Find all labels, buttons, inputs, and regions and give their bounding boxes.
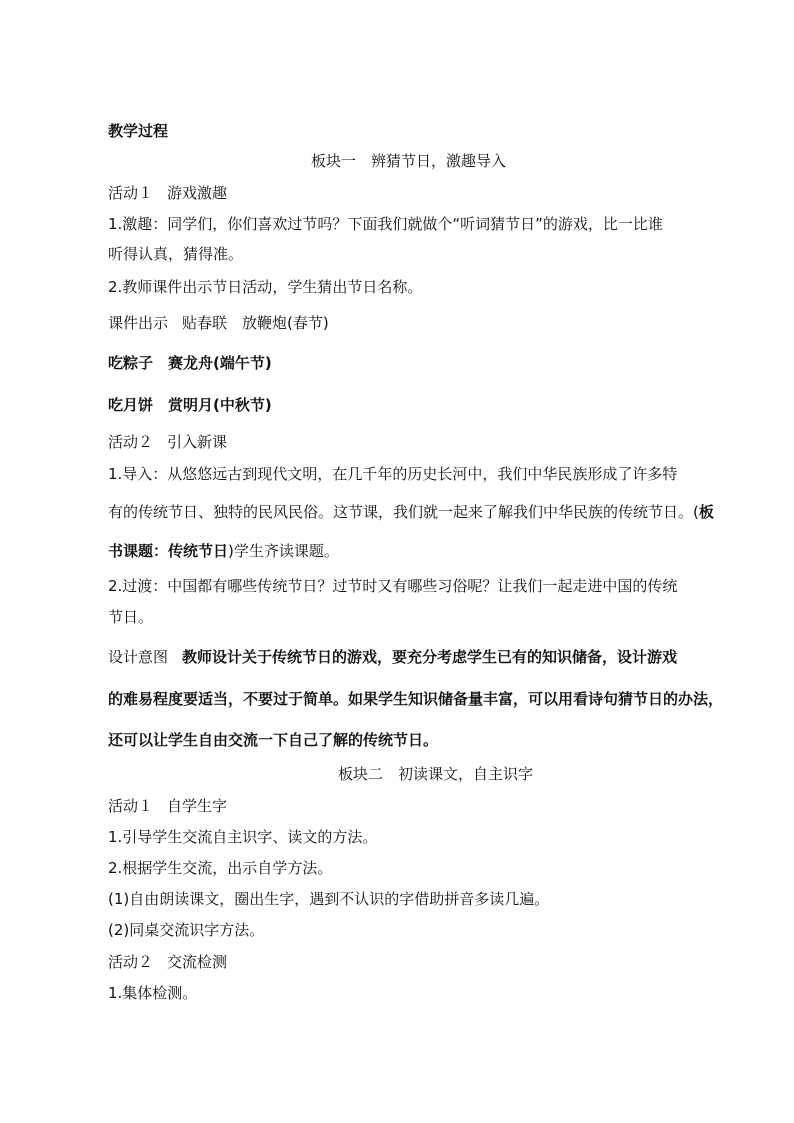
- paragraph-line: 节日。: [108, 608, 154, 626]
- paragraph-line: 1.集体检测。: [108, 984, 198, 1002]
- activity-label: 活动２: [108, 953, 154, 971]
- paragraph-line: 1.引导学生交流自主识字、读文的方法。: [108, 828, 378, 846]
- activity-title: 引入新课: [167, 433, 228, 451]
- courseware-label: 课件出示: [108, 314, 169, 332]
- design-intent-text: 教师设计关于传统节日的游戏，要充分考虑学生已有的知识储备，设计游戏: [182, 648, 678, 666]
- text-run-bold: 书课题：传统节日: [108, 542, 229, 560]
- paragraph-line: [108, 541, 339, 561]
- activity-heading: [108, 952, 227, 972]
- activity-label: 活动２: [108, 433, 154, 451]
- courseware-item: 吃粽子 赛龙舟(端午节): [108, 354, 272, 372]
- paragraph-line: (1)自由朗读课文，圈出生字，遇到不认识的字借助拼音多读几遍。: [108, 890, 550, 908]
- paragraph-line: 1.激趣：同学们，你们喜欢过节吗？下面我们就做个“听词猜节日”的游戏，比一比谁: [108, 215, 663, 233]
- design-intent-line: [108, 647, 677, 667]
- design-intent-text: 还可以让学生自由交流一下自己了解的传统节日。: [108, 731, 439, 749]
- activity-heading: [108, 432, 227, 452]
- paragraph-line: 2.过渡：中国都有哪些传统节日？过节时又有哪些习俗呢？让我们一起走进中国的传统: [108, 577, 678, 595]
- courseware-item: 吃月饼 赏明月(中秋节): [108, 396, 272, 414]
- text-run: 有的传统节日、独特的民风民俗。这节课，我们就一起来了解我们中华民族的传统节日。(: [108, 503, 699, 521]
- activity-label: 活动１: [108, 797, 154, 815]
- paragraph-line: (2)同桌交流识字方法。: [108, 921, 265, 939]
- activity-label: 活动１: [108, 184, 154, 202]
- courseware-item: 贴春联 放鞭炮(春节): [182, 314, 329, 332]
- design-intent-text: 的难易程度要适当，不要过于简单。如果学生知识储备量丰富，可以用看诗句猜节日的办法，: [108, 690, 724, 708]
- block1-title: 板块一 辨猜节日，激趣导入: [311, 152, 507, 170]
- paragraph-line: 2.根据学生交流，出示自学方法。: [108, 859, 333, 877]
- courseware-line: [108, 313, 329, 333]
- activity-title: 自学生字: [167, 797, 228, 815]
- text-run-bold: 板: [698, 503, 714, 521]
- activity-title: 游戏激趣: [167, 184, 228, 202]
- activity-heading: [108, 796, 227, 816]
- design-intent-label: 设计意图: [108, 648, 169, 666]
- section-heading: 教学过程: [108, 122, 169, 140]
- paragraph-line: 听得认真，猜得准。: [108, 245, 244, 263]
- paragraph-line: 2.教师课件出示节日活动，学生猜出节日名称。: [108, 278, 423, 296]
- activity-heading: [108, 183, 227, 203]
- paragraph-line: 1.导入：从悠悠远古到现代文明，在几千年的历史长河中，我们中华民族形成了许多特: [108, 465, 678, 483]
- text-run: )学生齐读课题。: [228, 542, 339, 560]
- activity-title: 交流检测: [167, 953, 228, 971]
- block2-title: 板块二 初读课文，自主识字: [338, 765, 534, 783]
- paragraph-line: [108, 502, 714, 522]
